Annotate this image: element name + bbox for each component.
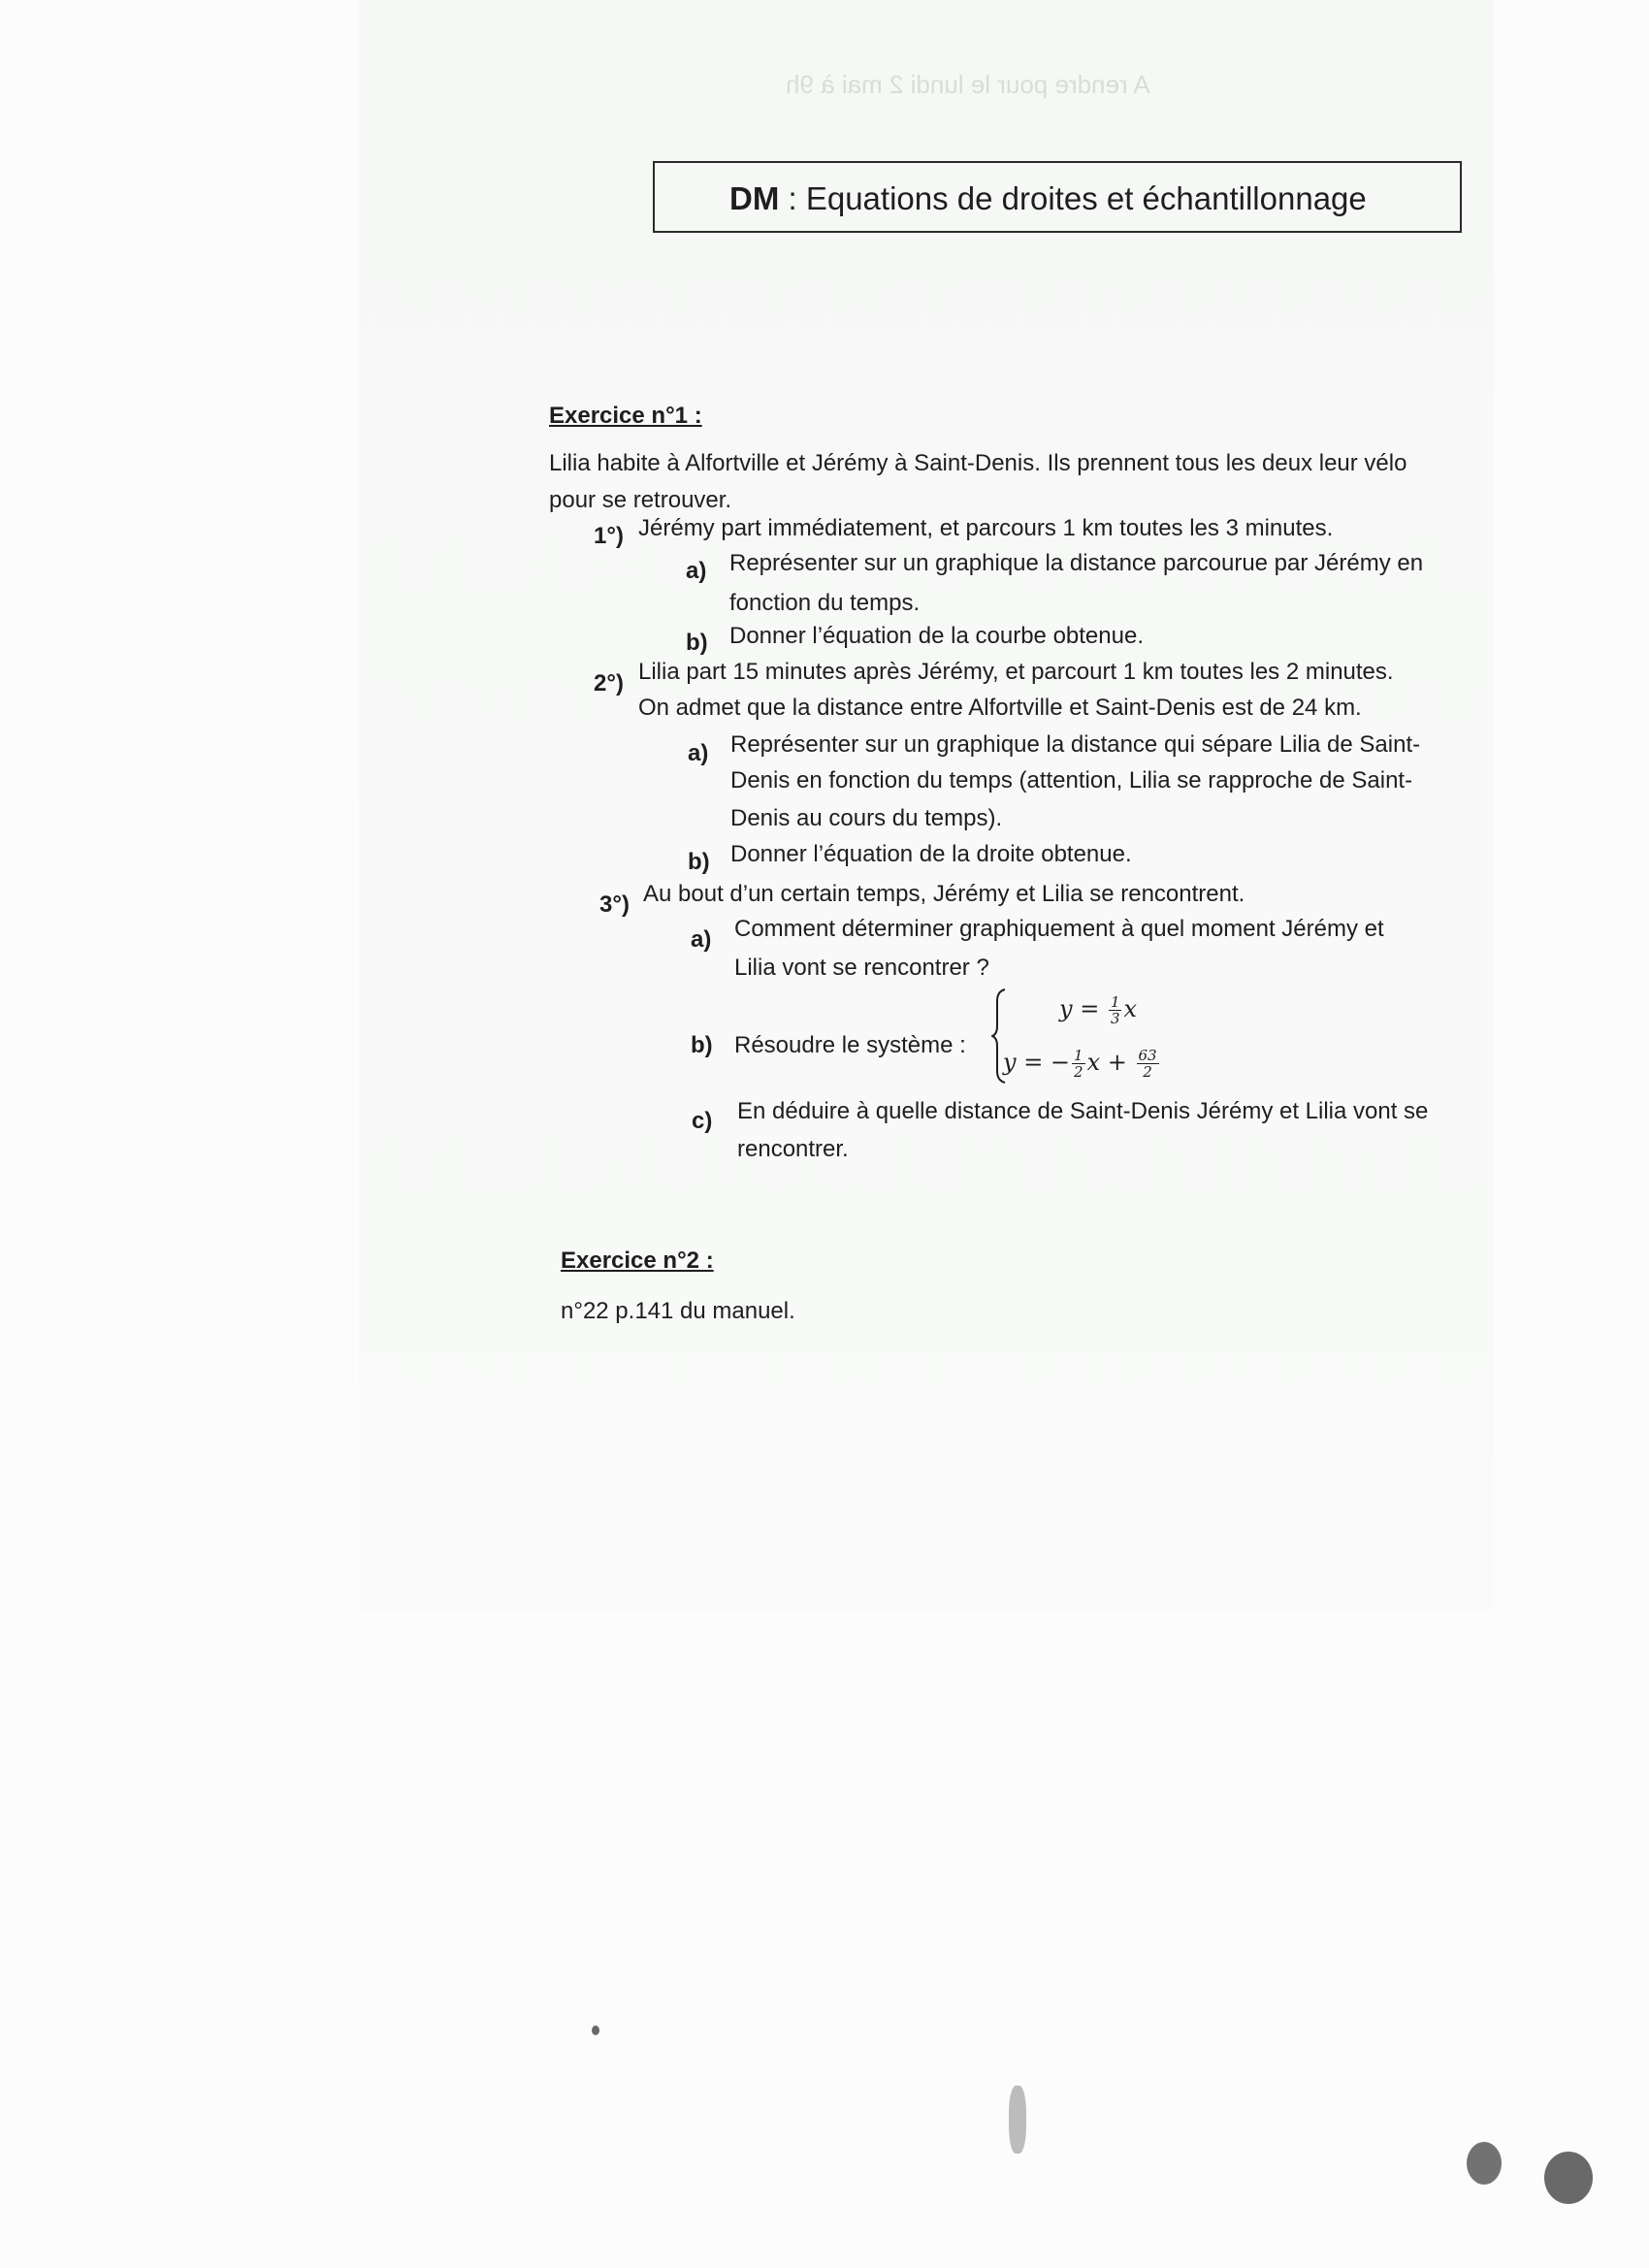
scan-mark <box>592 2025 599 2035</box>
eq2-mid: x + <box>1086 1049 1135 1076</box>
equation-1 <box>1059 994 1137 1026</box>
eq2-lhs: y = − <box>1003 1049 1071 1076</box>
q2a-line-1: Représenter sur un graphique la distance qui sépare Lilia de Saint- <box>730 731 1421 758</box>
q3b-text: Résoudre le système : <box>734 1032 966 1058</box>
exercise-1-heading: Exercice n°1 : <box>549 403 702 429</box>
scan-smudge <box>1544 2152 1593 2204</box>
q2b-label: b) <box>688 849 710 875</box>
q1b-line-1: Donner l’équation de la courbe obtenue. <box>729 623 1144 649</box>
equation-2 <box>1003 1048 1161 1080</box>
q2a-line-2: Denis en fonction du temps (attention, Lilia se rapproche de Saint- <box>730 767 1413 794</box>
q1-text: Jérémy part immédiatement, et parcours 1 km toutes les 3 minutes. <box>638 515 1334 541</box>
title-prefix: DM <box>729 180 780 216</box>
eq2-denominator-2: 2 <box>1143 1063 1152 1081</box>
q1-label: 1°) <box>594 523 624 549</box>
eq2-fraction-2 <box>1137 1048 1159 1080</box>
eq1-lhs: y = <box>1059 995 1107 1022</box>
eq1-fraction <box>1109 994 1122 1026</box>
exercise-1-intro-line-2: pour se retrouver. <box>549 487 732 513</box>
title-rule <box>653 231 1460 233</box>
eq2-denominator-1: 2 <box>1074 1063 1083 1081</box>
q2-label: 2°) <box>594 670 624 697</box>
eq2-fraction-1 <box>1072 1048 1085 1080</box>
q1a-line-2: fonction du temps. <box>729 590 921 616</box>
q3a-label: a) <box>691 926 712 953</box>
q2a-line-3: Denis au cours du temps). <box>730 805 1003 831</box>
q3a-line-2: Lilia vont se rencontrer ? <box>734 955 989 981</box>
q3a-line-1: Comment déterminer graphiquement à quel moment Jérémy et <box>734 916 1384 942</box>
eq2-numerator-2: 63 <box>1138 1047 1157 1064</box>
q3-label: 3°) <box>599 891 630 918</box>
eq1-denominator: 3 <box>1110 1010 1120 1027</box>
title-text: : Equations de droites et échantillonnage <box>779 180 1367 216</box>
eq1-numerator: 1 <box>1110 993 1120 1011</box>
q2-line-2: On admet que la distance entre Alfortville et Saint-Denis est de 24 km. <box>638 695 1362 721</box>
scan-smudge <box>1009 2086 1026 2154</box>
q2b-line-1: Donner l’équation de la droite obtenue. <box>730 841 1132 867</box>
eq1-var: x <box>1123 995 1138 1022</box>
q2-line-1: Lilia part 15 minutes après Jérémy, et parcourt 1 km toutes les 2 minutes. <box>638 659 1394 685</box>
page-title <box>729 180 1367 217</box>
q3c-label: c) <box>692 1108 713 1134</box>
q3-text: Au bout d’un certain temps, Jérémy et Lilia se rencontrent. <box>643 881 1245 907</box>
q1a-line-1: Représenter sur un graphique la distance parcourue par Jérémy en <box>729 550 1424 576</box>
exercise-2-text: n°22 p.141 du manuel. <box>561 1298 795 1324</box>
exercise-1-intro-line-1: Lilia habite à Alfortville et Jérémy à Saint-Denis. Ils prennent tous les deux leur vélo <box>549 450 1407 476</box>
q1b-label: b) <box>686 630 708 656</box>
scan-smudge <box>1467 2142 1502 2185</box>
q1a-label: a) <box>686 558 707 584</box>
exercise-2-heading: Exercice n°2 : <box>561 1247 714 1274</box>
q3c-line-2: rencontrer. <box>737 1136 849 1162</box>
bleed-through-text: A rendre pour le lundi 2 mai à 9h <box>786 70 1150 99</box>
q2a-label: a) <box>688 740 709 766</box>
eq2-numerator-1: 1 <box>1074 1047 1083 1064</box>
q3c-line-1: En déduire à quelle distance de Saint-Denis Jérémy et Lilia vont se <box>737 1098 1429 1124</box>
q3b-label: b) <box>691 1032 713 1058</box>
